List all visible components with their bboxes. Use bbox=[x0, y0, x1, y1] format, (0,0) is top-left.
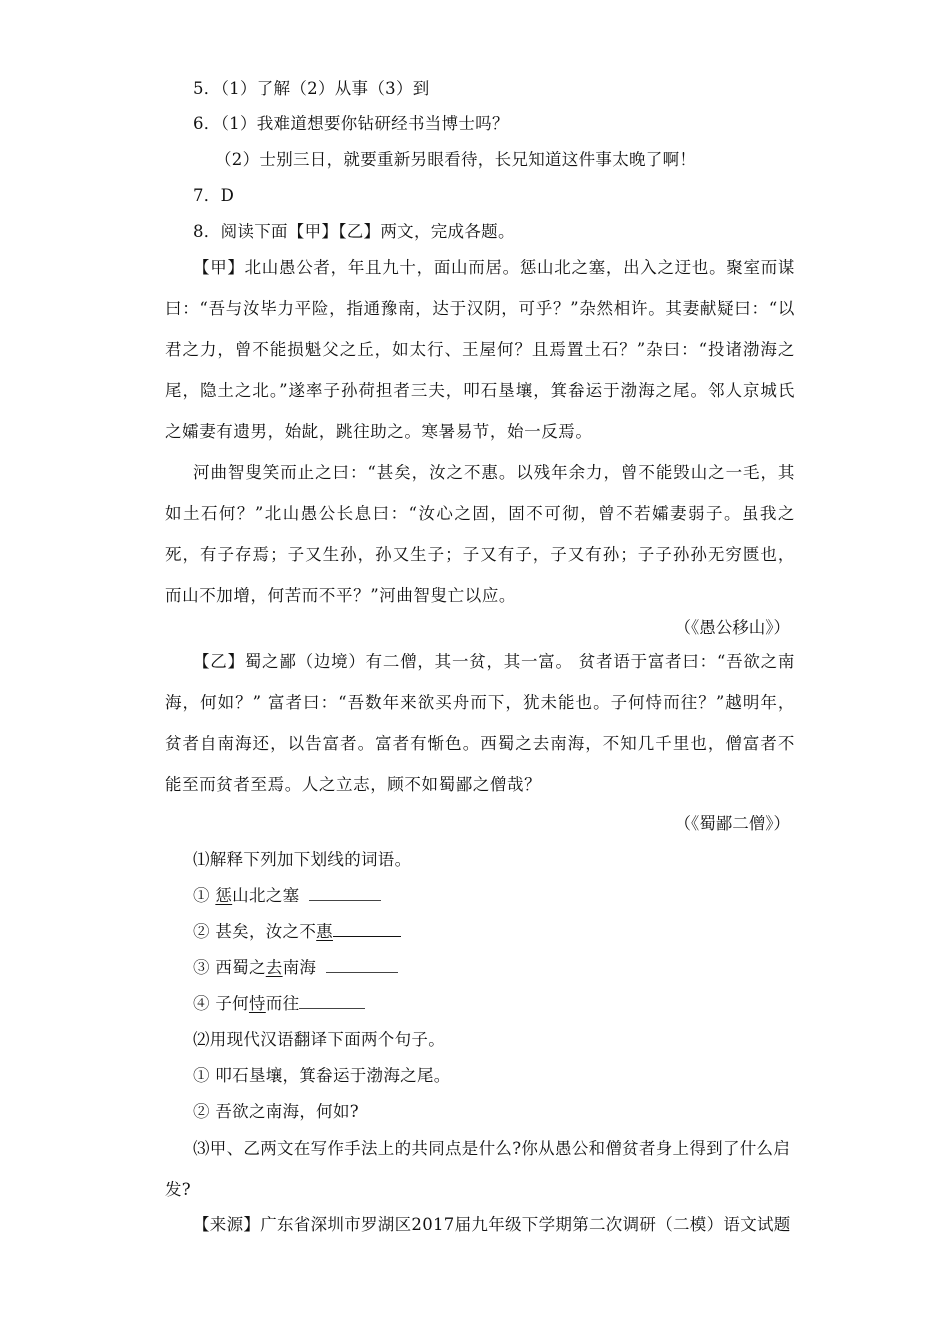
sub-question-2-item-1: ① 叩石垦壤，箕畚运于渤海之尾。 bbox=[193, 1066, 451, 1085]
underlined-word: 去 bbox=[265, 958, 283, 977]
sub-question-2-title: ⑵用现代汉语翻译下面两个句子。 bbox=[193, 1030, 445, 1049]
sub-question-2-item-2: ② 吾欲之南海，何如? bbox=[193, 1102, 359, 1121]
passage-yi-source: （《蜀鄙二僧》） bbox=[674, 814, 790, 833]
sub-question-1-item-1 bbox=[193, 886, 381, 906]
item-text-pre: 西蜀之 bbox=[215, 958, 266, 977]
sub-question-3: ⑶甲、乙两文在写作手法上的共同点是什么?你从愚公和僧贫者身上得到了什么启发? bbox=[165, 1139, 791, 1199]
answer-5: 5．（1）了解（2）从事（3）到 bbox=[193, 79, 430, 98]
answer-blank[interactable] bbox=[326, 958, 398, 973]
item-text-post: 而往 bbox=[265, 994, 300, 1013]
answer-blank[interactable] bbox=[333, 922, 401, 937]
item-text-pre: 甚矣，汝之不 bbox=[215, 922, 317, 941]
underlined-word: 恃 bbox=[248, 994, 266, 1013]
item-number: ② bbox=[193, 922, 210, 941]
passage-yi-paragraph: 【乙】蜀之鄙（边境）有二僧，其一贫，其一富。 贫者语于富者曰：“吾欲之南海，何如？” 富者曰：“吾数年来欲买舟而下，犹未能也。子何恃而往？”越明年，贫者自南海还，以告富者。富者有惭色。西蜀之去南海，不知几千里也，僧富者不能至而贫者至焉。人之立志，顾不如蜀鄙之僧哉？ bbox=[165, 652, 795, 794]
underlined-word: 惩 bbox=[215, 886, 233, 905]
item-number: ① bbox=[193, 886, 210, 905]
item-number: ④ bbox=[193, 994, 210, 1013]
sub-question-1-item-4 bbox=[193, 994, 365, 1014]
passage-jia-source: （《愚公移山》） bbox=[674, 618, 790, 637]
sub-question-1-title: ⑴解释下列加下划线的词语。 bbox=[193, 850, 412, 869]
answer-6-2: （2）士别三日，就要重新另眼看待，长兄知道这件事太晚了啊！ bbox=[215, 150, 697, 169]
sub-question-1-item-2 bbox=[193, 922, 401, 942]
item-number: ③ bbox=[193, 958, 210, 977]
answer-6-1: 6．（1）我难道想要你钻研经书当博士吗？ bbox=[193, 114, 509, 133]
answer-7: 7．D bbox=[193, 186, 235, 205]
answer-blank[interactable] bbox=[309, 886, 381, 901]
item-text-post: 山北之塞 bbox=[232, 886, 300, 905]
item-text-post: 南海 bbox=[282, 958, 317, 977]
sub-question-1-item-3 bbox=[193, 958, 398, 978]
passage-jia-paragraph-1: 【甲】北山愚公者，年且九十，面山而居。惩山北之塞，出入之迂也。聚室而谋曰：“吾与汝毕力平险，指通豫南，达于汉阴，可乎？”杂然相许。其妻献疑曰：“以君之力，曾不能损魁父之丘，如太行、王屋何？且焉置土石？”杂曰：“投诸渤海之尾，隐土之北。”遂率子孙荷担者三夫，叩石垦壤，箕畚运于渤海之尾。邻人京城氏之孀妻有遗男，始龀，跳往助之。寒暑易节，始一反焉。 bbox=[165, 258, 795, 441]
question-8-intro: 8．阅读下面【甲】【乙】两文，完成各题。 bbox=[193, 222, 515, 241]
passage-jia-paragraph-2: 河曲智叟笑而止之曰：“甚矣，汝之不惠。以残年余力，曾不能毁山之一毛，其如土石何？”北山愚公长息曰：“汝心之固，固不可彻，曾不若孀妻弱子。虽我之死，有子存焉；子又生孙，孙又生子；子又有子，子又有孙；子子孙孙无穷匮也，而山不加增，何苦而不平？”河曲智叟亡以应。 bbox=[165, 463, 795, 605]
item-text-pre: 子何 bbox=[215, 994, 249, 1013]
underlined-word: 惠 bbox=[316, 922, 333, 941]
question-source: 【来源】广东省深圳市罗湖区2017届九年级下学期第二次调研（二模）语文试题 bbox=[193, 1215, 791, 1234]
answer-blank[interactable] bbox=[299, 994, 365, 1009]
